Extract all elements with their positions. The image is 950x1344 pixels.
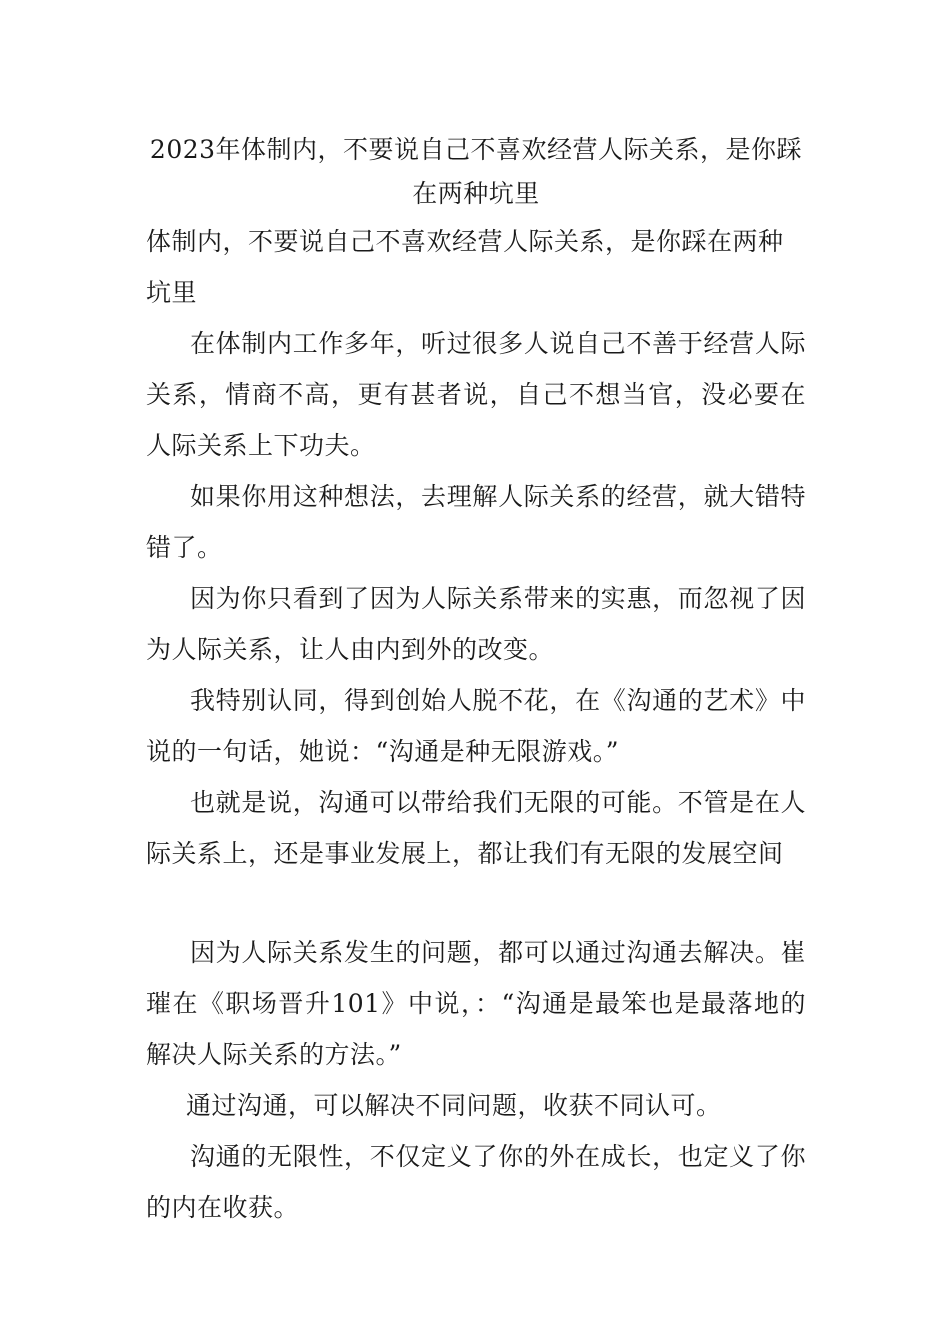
paragraph-gap <box>146 879 806 927</box>
paragraph-2: 如果你用这种想法，去理解人际关系的经营，就大错特错了。 <box>146 482 806 562</box>
paragraph-5: 也就是说，沟通可以带给我们无限的可能。不管是在人际关系上，还是事业发展上，都让我们有无限的发展空间 <box>146 788 806 868</box>
document-title <box>146 128 806 216</box>
paragraph-7: 通过沟通，可以解决不同问题，收获不同认可。 <box>186 1091 722 1120</box>
document-page <box>146 128 806 1233</box>
title-line-1: 2023年体制内，不要说自己不喜欢经营人际关系，是你踩 <box>149 135 803 164</box>
paragraph-3: 因为你只看到了因为人际关系带来的实惠，而忽视了因为人际关系，让人由内到外的改变。 <box>146 584 806 664</box>
paragraph-1: 在体制内工作多年，听过很多人说自己不善于经营人际关系，情商不高，更有甚者说，自己不想当官，没必要在人际关系上下功夫。 <box>146 329 806 460</box>
paragraph-6: 因为人际关系发生的问题，都可以通过沟通去解决。崔璀在《职场晋升101》中说，：“沟通是最笨也是最落地的解决人际关系的方法。” <box>146 938 806 1069</box>
document-subtitle: 体制内，不要说自己不喜欢经营人际关系，是你踩在两种坑里 <box>146 227 784 307</box>
paragraph-8: 沟通的无限性，不仅定义了你的外在成长，也定义了你的内在收获。 <box>146 1142 806 1222</box>
paragraph-4: 我特别认同，得到创始人脱不花，在《沟通的艺术》中说的一句话，她说：“沟通是种无限游戏。” <box>146 686 806 766</box>
title-line-2: 在两种坑里 <box>412 179 540 208</box>
